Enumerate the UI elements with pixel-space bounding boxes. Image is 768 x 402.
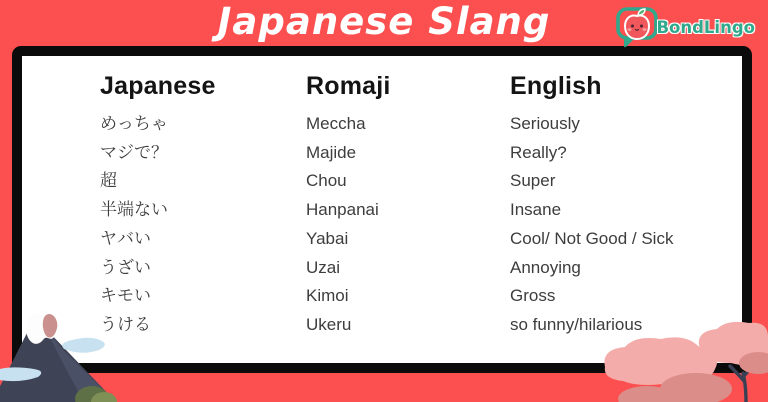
cell-japanese: キモい bbox=[100, 286, 151, 306]
cell-english: Really? bbox=[510, 142, 567, 162]
cell-japanese: 半端ない bbox=[100, 200, 168, 220]
cell-japanese: めっちゃ bbox=[100, 114, 168, 133]
cell-romaji: Chou bbox=[306, 171, 347, 191]
column-header-japanese: Japanese bbox=[100, 72, 216, 100]
cell-romaji: Ukeru bbox=[306, 314, 352, 334]
cell-romaji: Uzai bbox=[306, 257, 341, 277]
cell-romaji: Hanpanai bbox=[306, 200, 379, 220]
cell-english: Super bbox=[510, 171, 556, 191]
cell-japanese: マジで？ bbox=[100, 142, 168, 162]
column-header-romaji: Romaji bbox=[306, 72, 391, 100]
cell-english: so funny/hilarious bbox=[510, 314, 643, 334]
cell-english: Gross bbox=[510, 286, 556, 306]
cherry-blossom-trees-illustration bbox=[583, 317, 768, 402]
cell-english: Cool/ Not Good / Sick bbox=[510, 228, 674, 248]
mount-fuji-illustration bbox=[0, 307, 175, 402]
bondlingo-logo-text: BondLingo bbox=[656, 17, 755, 37]
cell-english: Seriously bbox=[510, 114, 580, 133]
cell-japanese: 超 bbox=[100, 171, 117, 191]
slang-table bbox=[22, 56, 742, 340]
cell-japanese: うざい bbox=[100, 257, 151, 277]
cell-romaji: Yabai bbox=[306, 228, 349, 248]
column-header-english: English bbox=[510, 72, 602, 100]
cell-japanese: ヤバい bbox=[100, 228, 151, 248]
cell-english: Annoying bbox=[510, 257, 581, 277]
cell-english: Insane bbox=[510, 200, 562, 220]
cell-romaji: Meccha bbox=[306, 114, 366, 133]
cell-romaji: Kimoi bbox=[306, 286, 349, 306]
page-title: Japanese Slang bbox=[217, 0, 551, 43]
bondlingo-logo bbox=[614, 5, 755, 49]
apple-speech-bubble-icon bbox=[614, 5, 660, 49]
cell-japanese: うける bbox=[100, 314, 151, 334]
cell-romaji: Majide bbox=[306, 142, 357, 162]
